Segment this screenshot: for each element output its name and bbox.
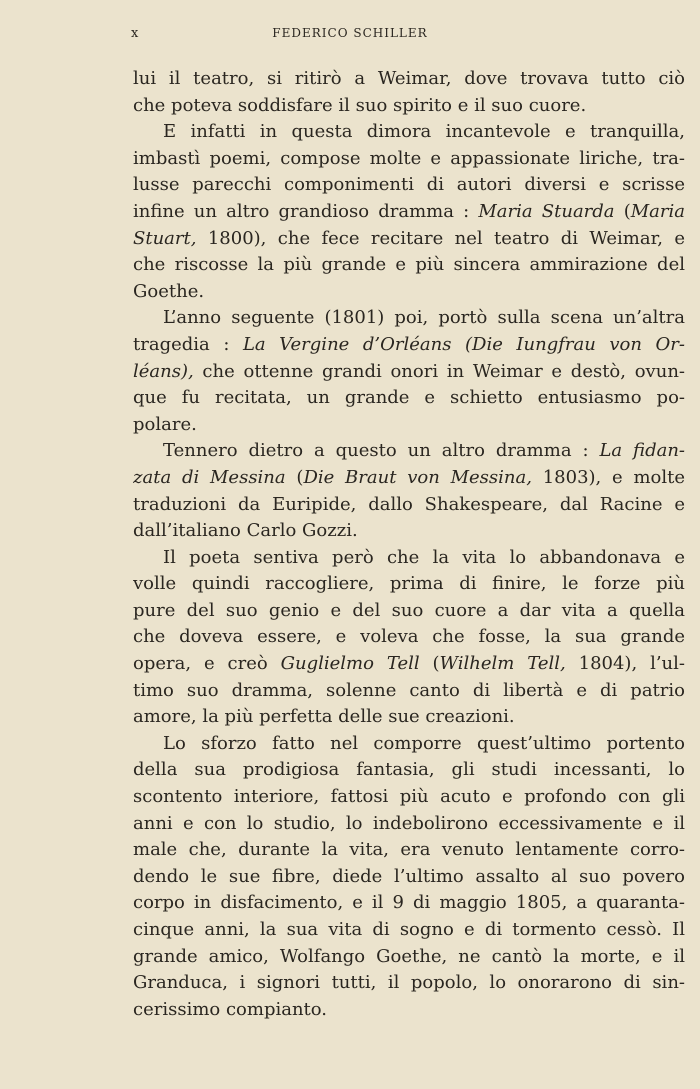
text-line: [133, 704, 685, 731]
text-run: scontento interiore, fattosi più acuto e profondo con gli: [133, 786, 685, 808]
text-line: [133, 890, 685, 917]
body-text: [133, 66, 685, 1023]
text-run: imbastì poemi, compose molte e appassionate liriche, tra-: [133, 147, 685, 169]
text-run: anni e con lo studio, lo indebolirono eccessivamente e il: [133, 812, 685, 834]
text-run: traduzioni da Euripide, dallo Shakespeare, dal Racine e: [133, 493, 685, 515]
italic-text: Wilhelm Tell,: [439, 653, 566, 675]
text-run: 1800), che fece recitare nel teatro di Weimar, e: [196, 227, 685, 249]
text-line: [133, 438, 685, 465]
text-run: lusse parecchi componimenti di autori diversi e scrisse: [133, 174, 685, 196]
text-run: che riscosse la più grande e più sincera ammirazione del: [133, 254, 685, 276]
italic-text: La fidan-: [599, 440, 685, 462]
text-line: [133, 332, 685, 359]
text-line: [133, 917, 685, 944]
text-run: che poteva soddisfare il suo spirito e il suo cuore.: [133, 94, 587, 116]
text-line: [133, 864, 685, 891]
page-number: x: [131, 26, 140, 41]
text-line: [133, 305, 685, 332]
text-line: [133, 997, 685, 1024]
text-line: [133, 624, 685, 651]
text-line: [133, 492, 685, 519]
text-line: [133, 66, 685, 93]
paragraph: [133, 545, 685, 731]
italic-text: Die Braut von Messina,: [303, 466, 532, 488]
text-line: [133, 146, 685, 173]
text-line: [133, 172, 685, 199]
italic-text: léans),: [133, 360, 194, 382]
paragraph: [133, 305, 685, 438]
text-run: cerissimo compianto.: [133, 998, 328, 1020]
text-run: male che, durante la vita, era venuto lentamente corro-: [133, 839, 685, 861]
text-run: Lo sforzo fatto nel comporre quest’ultimo portento: [163, 732, 685, 754]
italic-text: La Vergine d’Orléans (Die Iungfrau von Or-: [242, 333, 685, 355]
text-run: E infatti in questa dimora incantevole e tranquilla,: [163, 121, 685, 143]
paragraph: [133, 66, 685, 119]
italic-text: Stuart,: [133, 227, 197, 249]
text-run: pure del suo genio e del suo cuore a dar vita a quella: [133, 599, 685, 621]
text-run: L’anno seguente (1801) poi, portò sulla scena un’altra: [163, 307, 685, 329]
text-run: (: [614, 200, 631, 222]
text-line: [133, 385, 685, 412]
text-line: [133, 944, 685, 971]
text-line: [133, 465, 685, 492]
text-line: [133, 731, 685, 758]
text-run: della sua prodigiosa fantasia, gli studi incessanti, lo: [133, 759, 685, 781]
text-line: [133, 970, 685, 997]
text-line: [133, 226, 685, 253]
text-run: Il poeta sentiva però che la vita lo abbandonava e: [163, 546, 685, 568]
text-run: che doveva essere, e voleva che fosse, la sua grande: [133, 626, 685, 648]
text-line: [133, 93, 685, 120]
italic-text: Maria: [630, 200, 685, 222]
text-run: polare.: [133, 413, 197, 435]
text-run: Goethe.: [133, 280, 205, 302]
text-line: [133, 199, 685, 226]
text-line: [133, 119, 685, 146]
italic-text: zata di Messina: [133, 466, 286, 488]
text-run: 1803), e molte: [531, 466, 685, 488]
page-header: [0, 26, 700, 46]
text-run: 1804), l’ul-: [565, 653, 685, 675]
text-line: [133, 412, 685, 439]
text-line: [133, 837, 685, 864]
text-run: dall’italiano Carlo Gozzi.: [133, 520, 358, 542]
text-line: [133, 651, 685, 678]
text-line: [133, 518, 685, 545]
text-line: [133, 784, 685, 811]
italic-text: Guglielmo Tell: [280, 653, 420, 675]
text-line: [133, 757, 685, 784]
text-run: cinque anni, la sua vita di sogno e di tormento cessò. Il: [133, 919, 685, 940]
paragraph: [133, 731, 685, 1024]
text-run: Tennero dietro a questo un altro dramma :: [163, 440, 600, 462]
running-head: FEDERICO SCHILLER: [272, 26, 428, 40]
text-run: amore, la più perfetta delle sue creazioni.: [133, 706, 515, 728]
text-line: [133, 545, 685, 572]
text-line: [133, 279, 685, 306]
text-run: tragedia :: [133, 333, 243, 355]
text-run: dendo le sue fibre, diede l’ultimo assalto al suo povero: [133, 865, 685, 887]
text-line: [133, 571, 685, 598]
text-run: grande amico, Wolfango Goethe, ne cantò la morte, e il: [133, 945, 685, 967]
text-run: Granduca, i signori tutti, il popolo, lo onorarono di sin-: [133, 972, 685, 994]
text-line: [133, 598, 685, 625]
text-run: corpo in disfacimento, e il 9 di maggio 1805, a quaranta-: [133, 892, 685, 914]
paragraph: [133, 438, 685, 544]
text-line: [133, 252, 685, 279]
text-line: [133, 359, 685, 386]
text-run: (: [285, 466, 304, 488]
paragraph: [133, 119, 685, 305]
text-run: (: [419, 653, 440, 675]
text-run: infine un altro grandioso dramma :: [133, 200, 479, 222]
text-run: opera, e creò: [133, 653, 281, 675]
text-run: timo suo dramma, solenne canto di libertà e di patrio: [133, 679, 685, 701]
text-run: che ottenne grandi onori in Weimar e destò, ovun-: [193, 360, 685, 382]
text-run: volle quindi raccogliere, prima di finire, le forze più: [133, 573, 685, 595]
text-line: [133, 678, 685, 705]
text-run: que fu recitata, un grande e schietto entusiasmo po-: [133, 387, 685, 409]
text-run: lui il teatro, si ritirò a Weimar, dove trovava tutto ciò: [133, 68, 685, 89]
text-line: [133, 811, 685, 838]
italic-text: Maria Stuarda: [478, 200, 615, 222]
